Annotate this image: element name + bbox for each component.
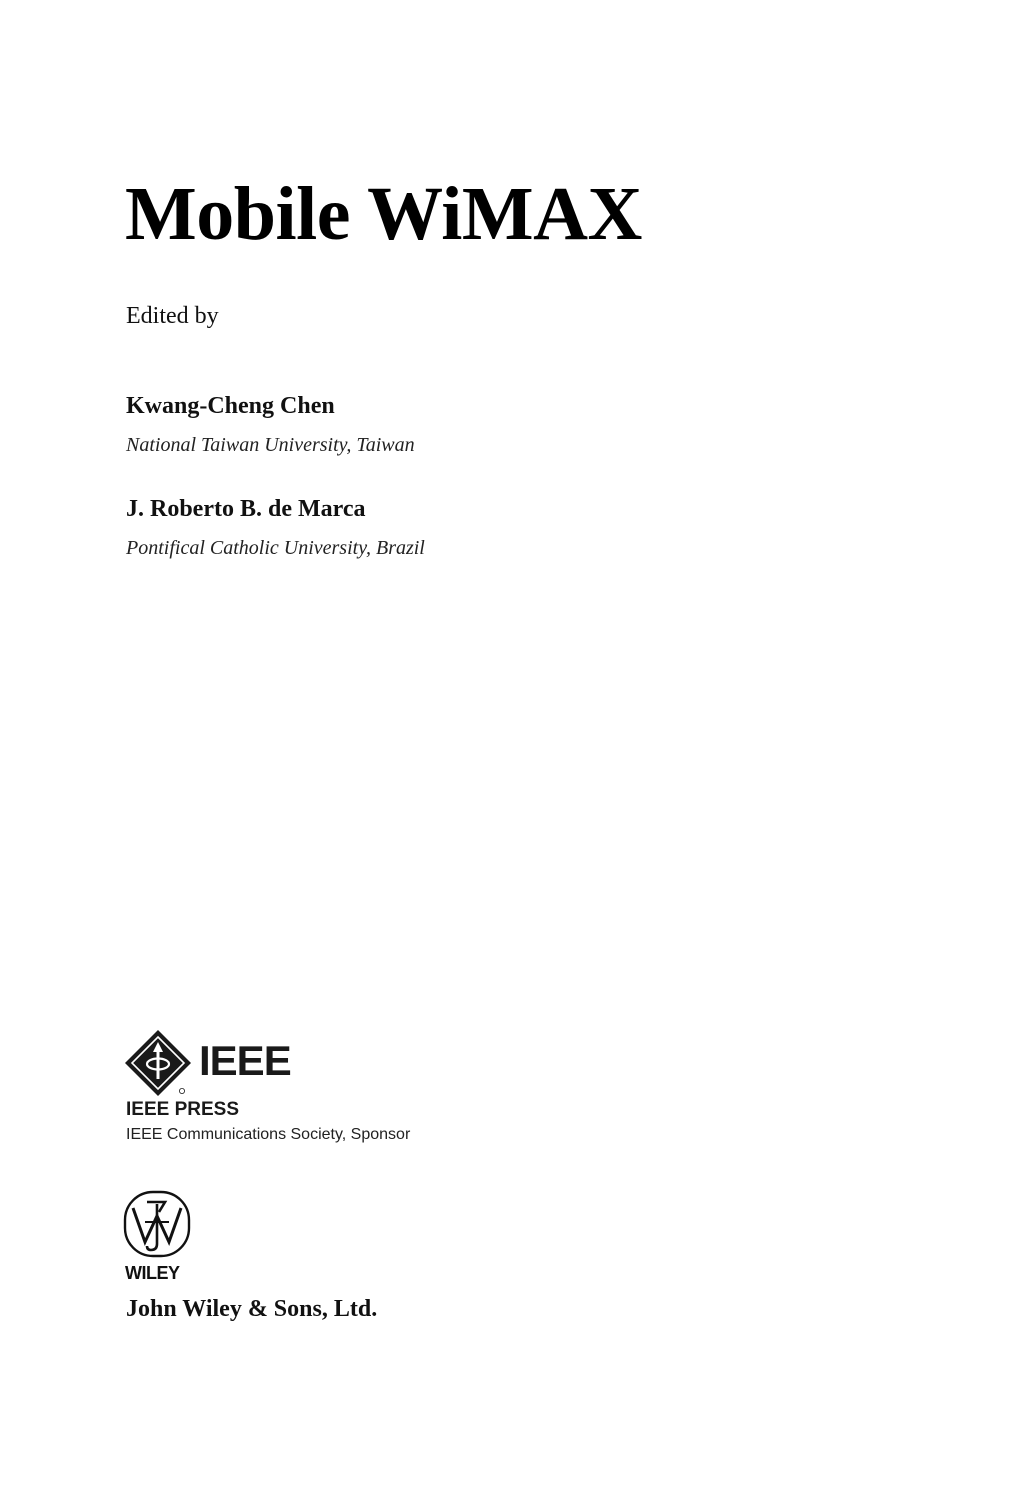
ieee-sponsor-label: IEEE Communications Society, Sponsor	[126, 1126, 411, 1143]
editor-name: Kwang-Cheng Chen	[126, 393, 335, 419]
editor-name: J. Roberto B. de Marca	[126, 496, 366, 522]
wiley-jw-circle-logo-icon	[123, 1190, 191, 1258]
publisher-name: John Wiley & Sons, Ltd.	[126, 1296, 378, 1322]
ieee-press-label: IEEE PRESS	[126, 1099, 239, 1120]
ieee-diamond-logo-icon	[124, 1029, 194, 1097]
editor-affiliation: National Taiwan University, Taiwan	[126, 434, 415, 456]
editor-affiliation: Pontifical Catholic University, Brazil	[126, 537, 425, 559]
edited-by-label: Edited by	[126, 303, 219, 329]
book-title: Mobile WiMAX	[125, 172, 642, 256]
ieee-wordmark: IEEE	[199, 1037, 291, 1084]
wiley-wordmark: WILEY	[125, 1263, 180, 1283]
